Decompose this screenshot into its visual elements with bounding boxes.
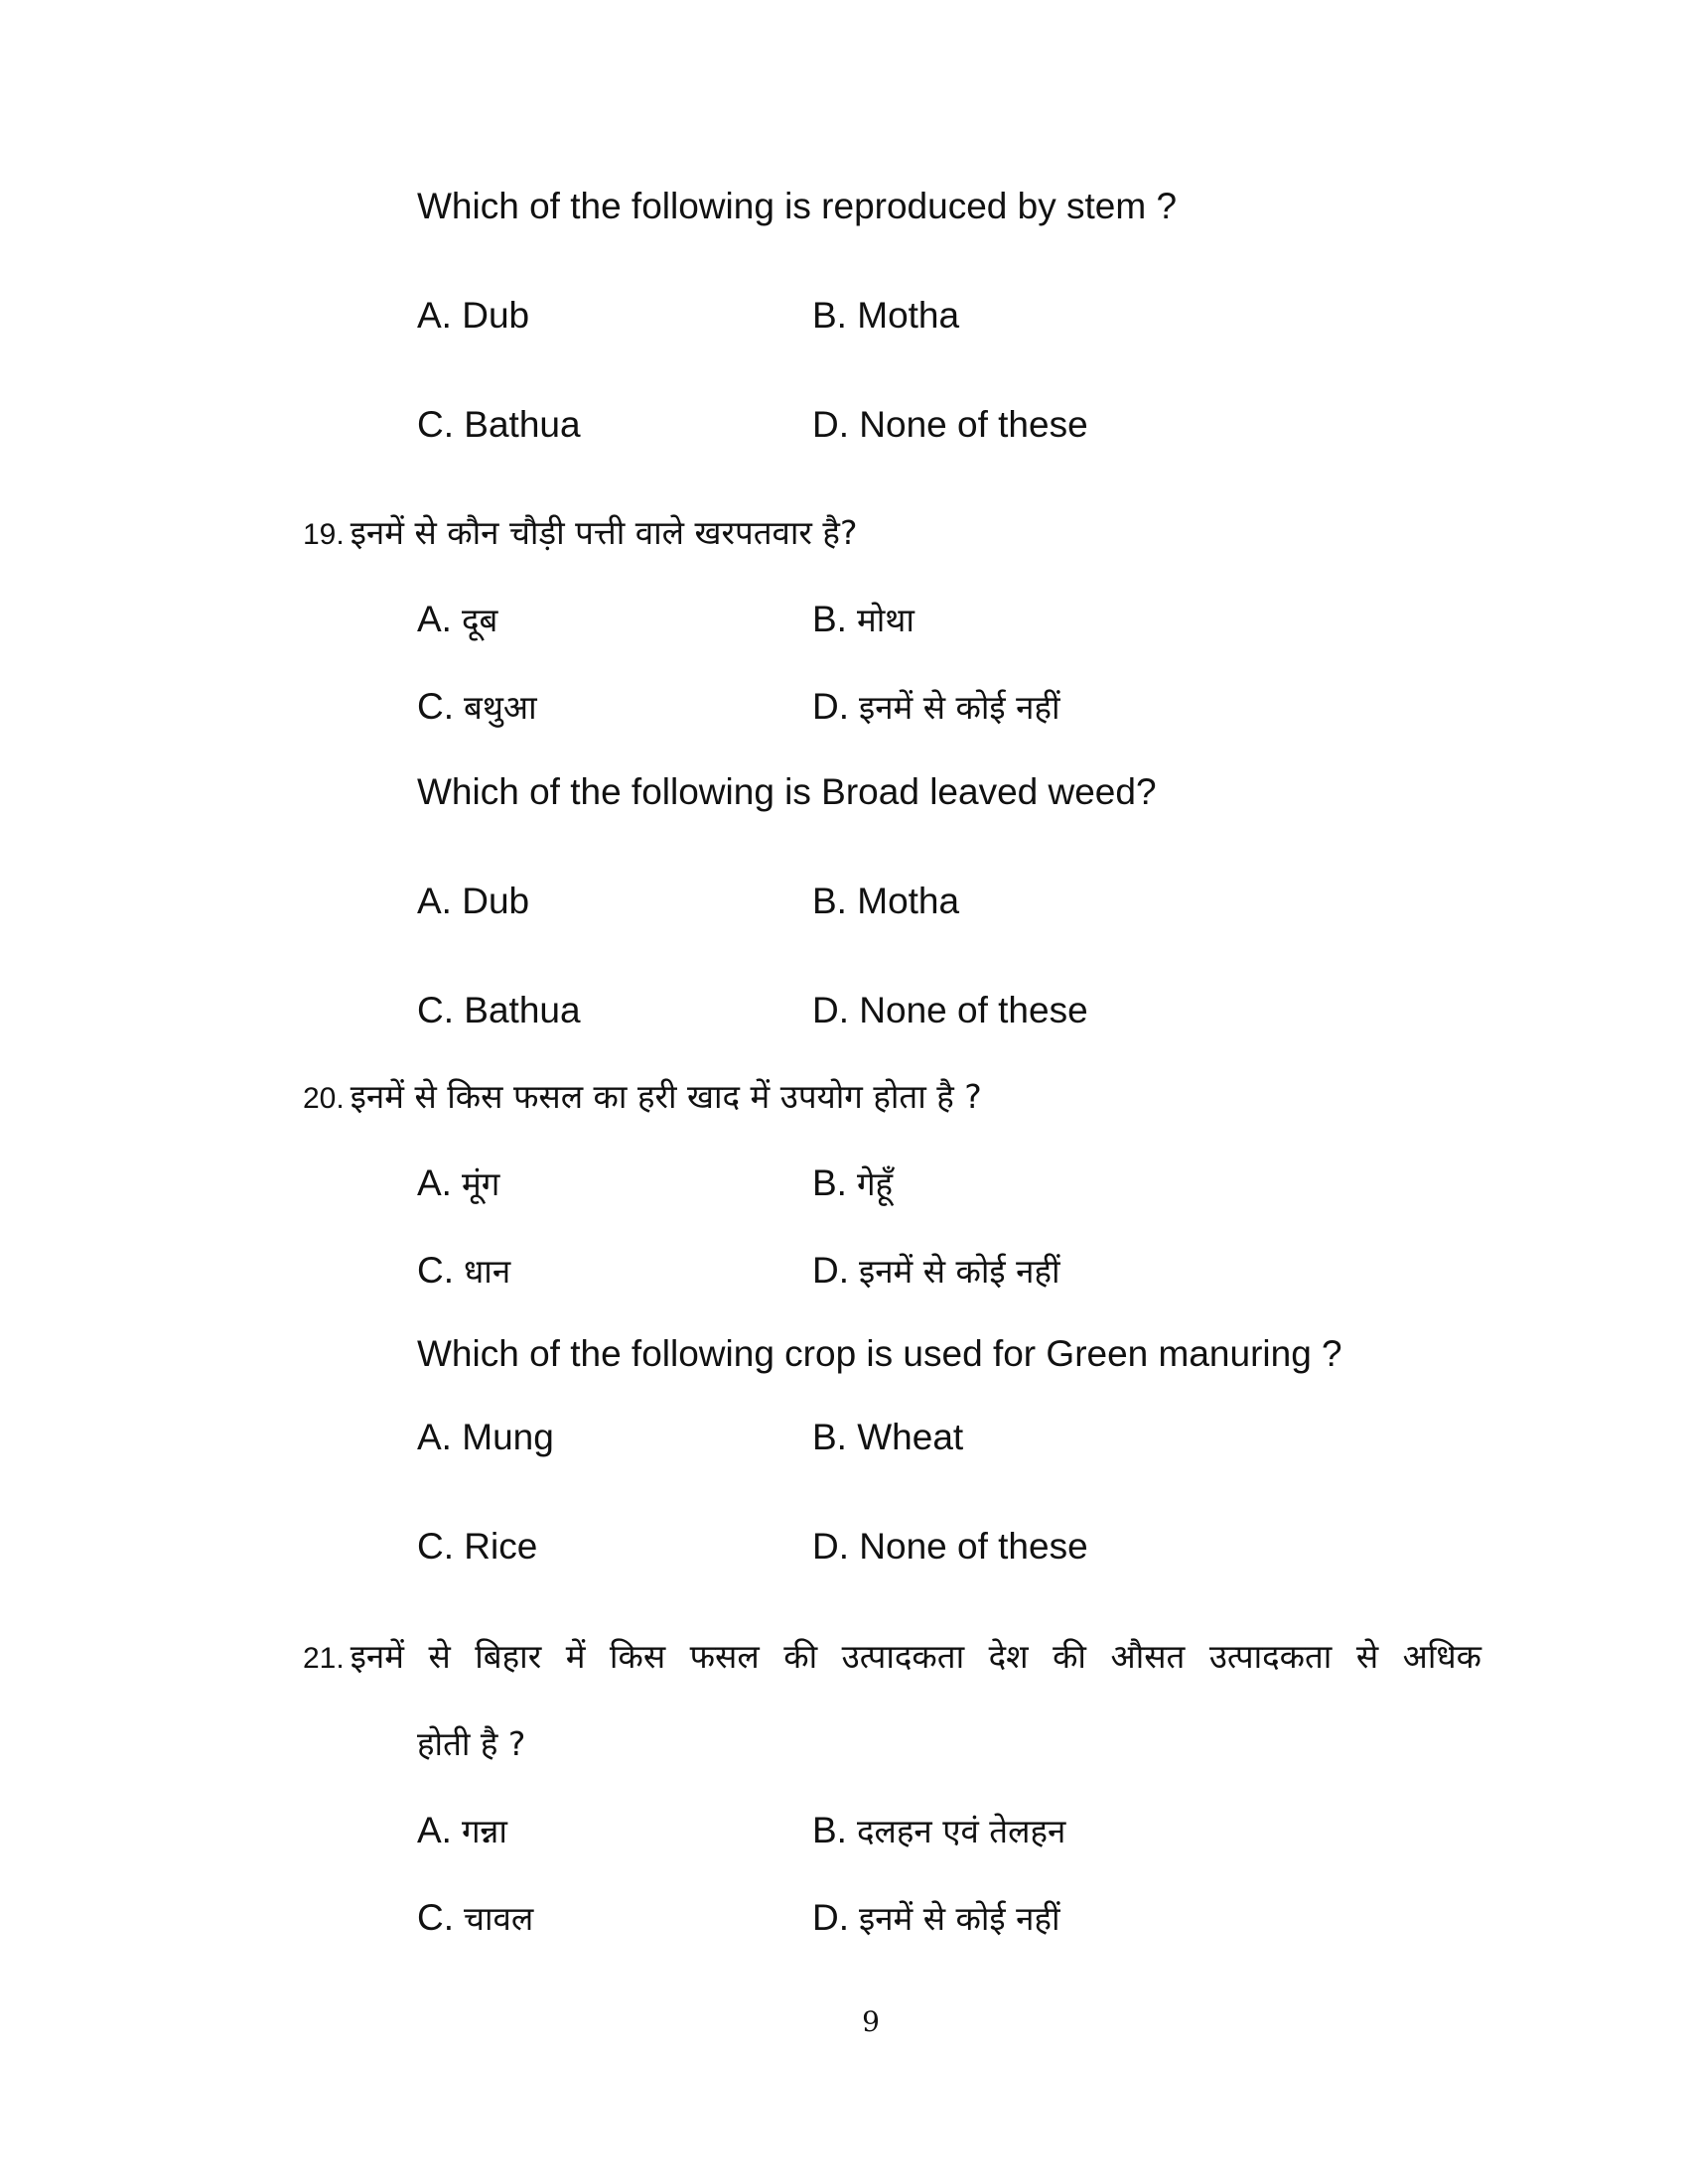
option-text: None of these <box>859 404 1088 445</box>
option-letter: A. <box>417 1810 452 1850</box>
q21-hi-option-a <box>417 1809 507 1853</box>
question-20-english <box>417 1332 1342 1376</box>
question-text: Which of the following is Broad leaved weed? <box>417 771 1157 812</box>
question-text: इनमें से किस फसल का हरी खाद में उपयोग होता है ? <box>350 1077 982 1116</box>
option-text: गन्ना <box>461 1812 507 1850</box>
q21-hi-option-c <box>417 1896 533 1941</box>
q18-en-option-c <box>417 403 581 447</box>
q18-en-option-b <box>812 294 959 338</box>
q18-en-option-a <box>417 294 529 338</box>
option-letter: C. <box>417 1250 454 1291</box>
q21-hi-option-b <box>812 1809 1065 1853</box>
option-text: गेहूँ <box>856 1164 894 1203</box>
option-text: None of these <box>859 1526 1088 1567</box>
option-text: दूब <box>461 601 498 639</box>
q19-hi-option-c <box>417 685 537 730</box>
question-number: 19. <box>303 518 345 551</box>
option-letter: C. <box>417 990 454 1030</box>
option-text: Dub <box>462 295 530 336</box>
option-text: Rice <box>464 1526 538 1567</box>
option-text: दलहन एवं तेलहन <box>856 1812 1066 1850</box>
question-text-line1: इनमें से बिहार में किस फसल की उत्पादकता देश की औसत उत्पादकता से अधिक <box>350 1637 1482 1676</box>
option-letter: D. <box>812 1897 849 1938</box>
option-letter: D. <box>812 1526 849 1567</box>
q19-en-option-d <box>812 989 1088 1032</box>
q20-hi-option-a <box>417 1161 499 1206</box>
question-20-hindi <box>303 1074 982 1121</box>
q20-en-option-d <box>812 1525 1088 1569</box>
option-letter: A. <box>417 599 452 639</box>
question-21-hindi-continued <box>417 1721 525 1766</box>
option-text: चावल <box>464 1899 534 1938</box>
option-text: Mung <box>462 1417 554 1457</box>
question-19-hindi <box>303 510 857 557</box>
q20-hi-option-c <box>417 1249 510 1294</box>
option-letter: B. <box>812 599 847 639</box>
option-letter: B. <box>812 1162 847 1203</box>
q20-hi-option-d <box>812 1249 1060 1294</box>
option-text: Bathua <box>464 990 581 1030</box>
option-text: धान <box>464 1252 511 1291</box>
option-text: Dub <box>462 881 530 921</box>
q19-hi-option-a <box>417 598 497 642</box>
question-text-line2: होती है ? <box>417 1724 526 1763</box>
option-letter: B. <box>812 881 847 921</box>
option-letter: B. <box>812 1810 847 1850</box>
q19-en-option-b <box>812 880 959 923</box>
option-text: Bathua <box>464 404 581 445</box>
option-letter: C. <box>417 1526 454 1567</box>
option-letter: D. <box>812 1250 849 1291</box>
q19-hi-option-b <box>812 598 914 642</box>
option-letter: B. <box>812 1417 847 1457</box>
question-text: Which of the following is reproduced by stem ? <box>417 186 1178 226</box>
question-18-english <box>417 185 1177 228</box>
option-text: मूंग <box>461 1164 500 1203</box>
option-letter: D. <box>812 404 849 445</box>
option-text: इनमें से कोई नहीं <box>859 1899 1060 1938</box>
question-text: इनमें से कौन चौड़ी पत्ती वाले खरपतवार है? <box>350 513 858 552</box>
q19-en-option-a <box>417 880 529 923</box>
option-text: इनमें से कोई नहीं <box>859 1252 1060 1291</box>
option-letter: A. <box>417 295 452 336</box>
question-text: Which of the following crop is used for Green manuring ? <box>417 1333 1342 1374</box>
option-text: बथुआ <box>464 688 537 727</box>
option-text: Motha <box>857 881 960 921</box>
option-text: इनमें से कोई नहीं <box>859 688 1060 727</box>
q20-hi-option-b <box>812 1161 893 1206</box>
option-letter: B. <box>812 295 847 336</box>
option-letter: C. <box>417 1897 454 1938</box>
q20-en-option-a <box>417 1416 554 1459</box>
option-letter: A. <box>417 1162 452 1203</box>
q20-en-option-c <box>417 1525 537 1569</box>
q20-en-option-b <box>812 1416 963 1459</box>
question-19-english <box>417 770 1157 814</box>
option-letter: C. <box>417 404 454 445</box>
question-number: 21. <box>303 1642 345 1675</box>
option-letter: A. <box>417 881 452 921</box>
page-number: 9 <box>862 2005 880 2038</box>
q19-en-option-c <box>417 989 581 1032</box>
q19-hi-option-d <box>812 685 1060 730</box>
q18-en-option-d <box>812 403 1088 447</box>
question-number: 20. <box>303 1082 345 1115</box>
option-letter: D. <box>812 990 849 1030</box>
option-text: Wheat <box>857 1417 964 1457</box>
option-text: मोथा <box>856 601 914 639</box>
q21-hi-option-d <box>812 1896 1060 1941</box>
option-text: None of these <box>859 990 1088 1030</box>
option-letter: C. <box>417 686 454 727</box>
option-letter: A. <box>417 1417 452 1457</box>
question-21-hindi <box>303 1634 1481 1681</box>
option-letter: D. <box>812 686 849 727</box>
option-text: Motha <box>857 295 960 336</box>
